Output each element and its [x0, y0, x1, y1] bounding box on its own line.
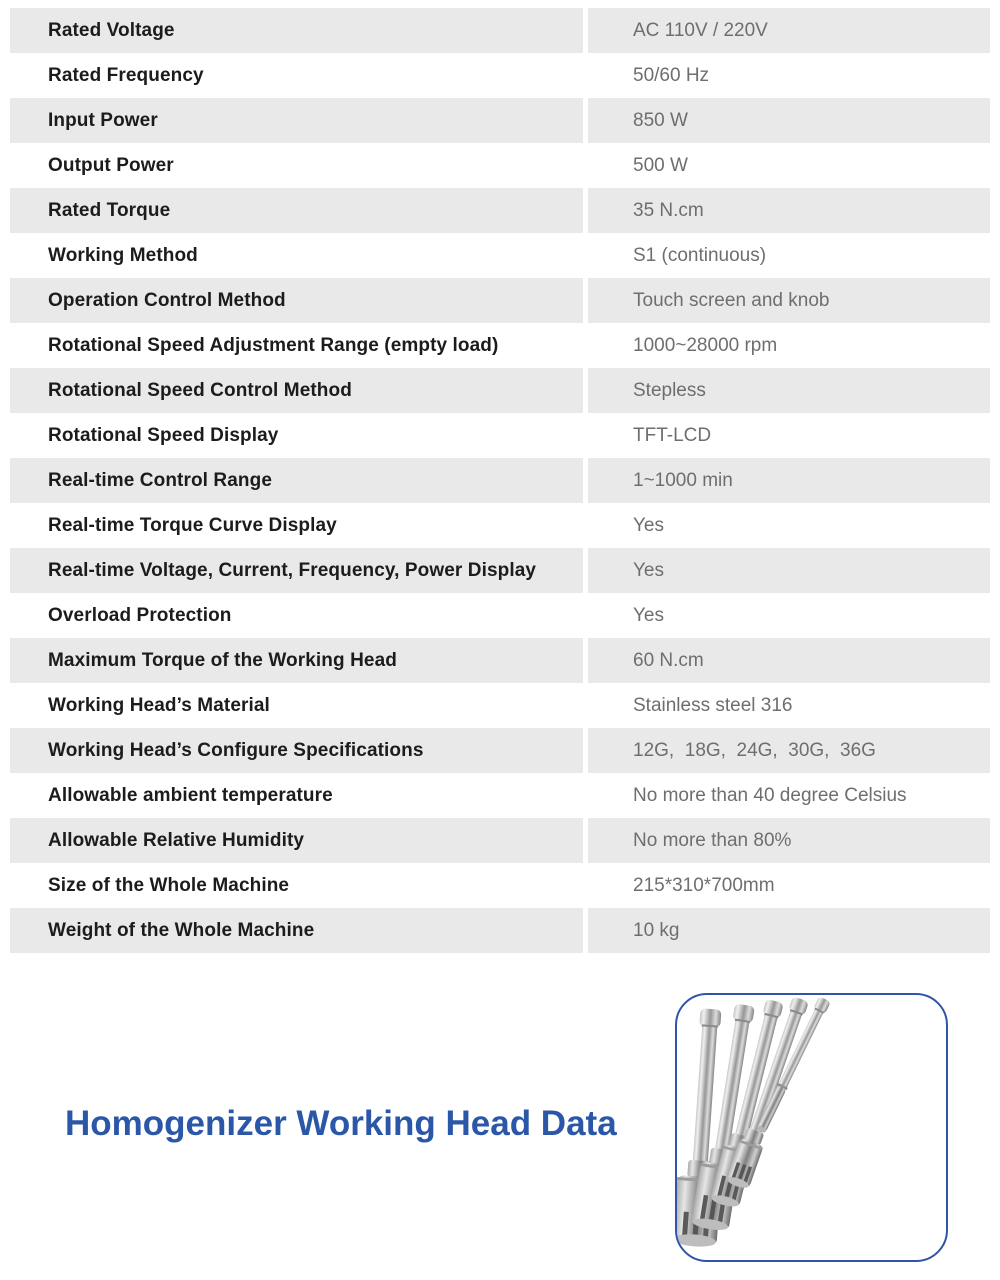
spec-row — [10, 233, 990, 278]
spec-row — [10, 413, 990, 458]
spec-value: Yes — [633, 604, 664, 626]
spec-row — [10, 8, 990, 53]
spec-table — [10, 8, 990, 953]
spec-row — [10, 98, 990, 143]
spec-label: Maximum Torque of the Working Head — [10, 638, 583, 683]
spec-label: Rotational Speed Adjustment Range (empty load) — [48, 334, 499, 356]
spec-value: Yes — [588, 548, 990, 593]
spec-row — [10, 323, 990, 368]
spec-value: 500 W — [633, 154, 688, 176]
spec-value: 1000~28000 rpm — [633, 334, 778, 356]
spec-label: Input Power — [10, 98, 583, 143]
spec-row — [10, 638, 990, 683]
spec-row — [10, 458, 990, 503]
spec-value: 10 kg — [588, 908, 990, 953]
spec-value: 215*310*700mm — [633, 874, 775, 896]
spec-value: No more than 80% — [588, 818, 990, 863]
spec-label: Rotational Speed Display — [48, 424, 279, 446]
spec-row — [10, 278, 990, 323]
spec-value: 12G, 18G, 24G, 30G, 36G — [588, 728, 990, 773]
spec-row — [10, 593, 990, 638]
spec-label: Overload Protection — [48, 604, 232, 626]
spec-value: 1~1000 min — [588, 458, 990, 503]
spec-value: 60 N.cm — [588, 638, 990, 683]
spec-value: 35 N.cm — [588, 188, 990, 233]
spec-label: Real-time Control Range — [10, 458, 583, 503]
spec-value: 850 W — [588, 98, 990, 143]
spec-row — [10, 188, 990, 233]
spec-label: Output Power — [48, 154, 174, 176]
spec-value: AC 110V / 220V — [588, 8, 990, 53]
spec-row — [10, 368, 990, 413]
spec-value: S1 (continuous) — [633, 244, 767, 266]
spec-row — [10, 863, 990, 908]
spec-row — [10, 548, 990, 593]
spec-label: Operation Control Method — [10, 278, 583, 323]
product-image-frame — [675, 993, 948, 1262]
spec-label: Working Head’s Configure Specifications — [10, 728, 583, 773]
spec-value: Stainless steel 316 — [633, 694, 793, 716]
spec-row — [10, 728, 990, 773]
spec-value: Touch screen and knob — [588, 278, 990, 323]
spec-label: Size of the Whole Machine — [48, 874, 290, 896]
spec-value: 50/60 Hz — [633, 64, 710, 86]
spec-row — [10, 683, 990, 728]
spec-label: Allowable ambient temperature — [48, 784, 333, 806]
spec-row — [10, 503, 990, 548]
spec-row — [10, 773, 990, 818]
spec-label: Weight of the Whole Machine — [10, 908, 583, 953]
spec-label: Working Method — [48, 244, 198, 266]
spec-label: Allowable Relative Humidity — [10, 818, 583, 863]
spec-value: No more than 40 degree Celsius — [633, 784, 907, 806]
spec-row — [10, 818, 990, 863]
spec-label: Rated Frequency — [48, 64, 204, 86]
section-heading: Homogenizer Working Head Data — [65, 1104, 617, 1143]
spec-label: Working Head’s Material — [48, 694, 270, 716]
spec-label: Rated Torque — [10, 188, 583, 233]
spec-label: Real-time Voltage, Current, Frequency, Power Display — [10, 548, 583, 593]
spec-value: Stepless — [588, 368, 990, 413]
spec-row — [10, 53, 990, 98]
spec-value: Yes — [633, 514, 664, 536]
spec-row — [10, 143, 990, 188]
spec-label: Rated Voltage — [10, 8, 583, 53]
homogenizer-working-heads-photo — [677, 995, 946, 1260]
spec-label: Rotational Speed Control Method — [10, 368, 583, 413]
spec-row — [10, 908, 990, 953]
spec-label: Real-time Torque Curve Display — [48, 514, 337, 536]
spec-value: TFT-LCD — [633, 424, 712, 446]
